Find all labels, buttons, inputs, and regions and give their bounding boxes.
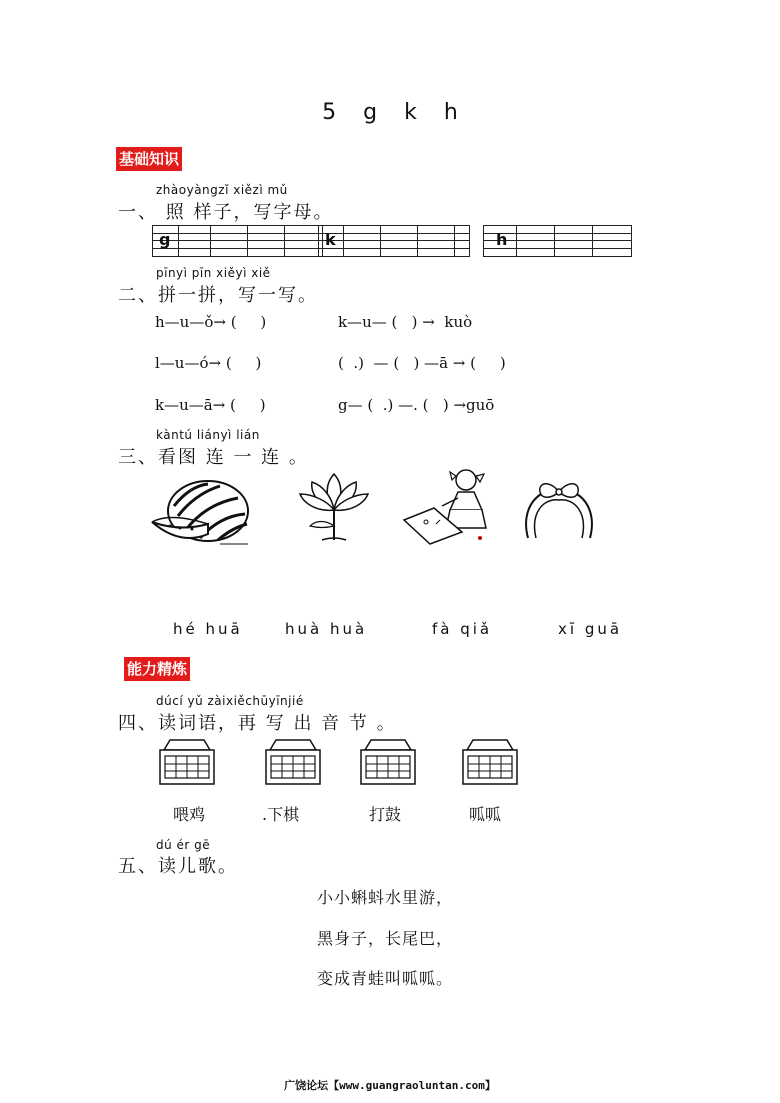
pinyin-choice-1: hé huā [173, 620, 243, 638]
q1-heading: 一、 照 样子，写字母。 [118, 202, 334, 223]
section-banner-practice: 能力精炼 [124, 657, 190, 681]
q5-pinyin: dú ér gē [156, 838, 211, 852]
pinyin-box-house-4 [459, 738, 521, 786]
word-1: 喂鸡 [173, 805, 206, 824]
exercise-row-2-right: ( .) — ( ) —ā → ( ) [338, 354, 506, 372]
writing-grid-g [152, 225, 323, 257]
exercise-row-1-left: h—u—ǒ→ ( ) [155, 313, 267, 331]
poem-line-2: 黑身子，长尾巴， [317, 929, 454, 948]
pinyin-box-house-1 [156, 738, 218, 786]
word-3: 打鼓 [369, 805, 402, 824]
q3-heading: 三、看图 连 一 连 。 [118, 447, 309, 468]
q4-pinyin: dúcí yǔ zàixiěchūyīnjié [156, 694, 304, 708]
pinyin-choice-2: huà huà [285, 620, 368, 638]
exercise-row-3-left: k—u—ā→ ( ) [155, 396, 266, 414]
grid-letter-g: g [159, 230, 171, 249]
writing-grid-k [318, 225, 470, 257]
watermelon-image [150, 476, 250, 548]
title-letter-g: g [363, 100, 378, 125]
exercise-row-2-left: l—u—ó→ ( ) [155, 354, 262, 372]
title-letter-k: k [404, 100, 417, 125]
grid-letter-k: k [325, 230, 336, 249]
exercise-row-3-right: g— ( .) —. ( ) →guō [338, 396, 495, 414]
footer-source: 广饶论坛【www.guangraoluntan.com】 [284, 1079, 496, 1092]
writing-grid-h [483, 225, 632, 257]
section-banner-basic: 基础知识 [116, 147, 182, 171]
title-number: 5 [322, 100, 337, 125]
q5-heading: 五、读儿歌。 [118, 856, 238, 877]
grid-letter-h: h [496, 230, 508, 249]
word-4: 呱呱 [469, 805, 502, 824]
pinyin-box-house-3 [357, 738, 419, 786]
word-2: .下棋 [262, 805, 300, 824]
q2-pinyin: pīnyì pīn xiěyì xiě [156, 266, 271, 280]
hair-band-image [520, 478, 598, 546]
q1-pinyin: zhàoyàngzǐ xiězì mǔ [156, 183, 288, 197]
pinyin-choice-4: xī guā [558, 620, 623, 638]
girl-drawing-image [400, 462, 496, 546]
exercise-row-1-right: k—u— ( ) → kuò [338, 313, 473, 331]
q4-heading: 四、读词语，再 写 出 音 节 。 [118, 713, 397, 734]
poem-line-1: 小小蝌蚪水里游， [317, 888, 454, 907]
poem-line-3: 变成青蛙叫呱呱。 [317, 969, 454, 988]
pinyin-box-house-2 [262, 738, 324, 786]
lotus-image [296, 470, 372, 546]
pinyin-choice-3: fà qiǎ [432, 620, 493, 638]
title-letter-h: h [443, 100, 458, 125]
q2-heading: 二、拼一拼，写一写。 [118, 285, 318, 306]
q3-pinyin: kàntú liányì lián [156, 428, 260, 442]
page-title [0, 100, 780, 125]
